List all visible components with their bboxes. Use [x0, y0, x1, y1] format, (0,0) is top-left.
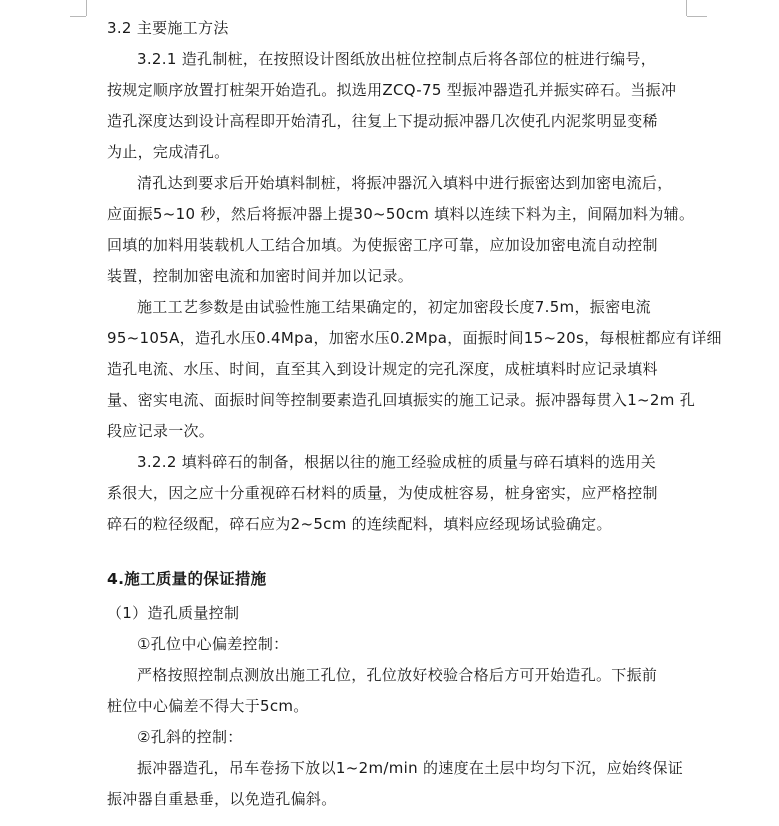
text-line: 造孔深度达到设计高程即开始清孔，往复上下提动振冲器几次使孔内泥浆明显变稀 — [107, 112, 658, 130]
text-line: 装置，控制加密电流和加密时间并加以记录。 — [107, 267, 414, 285]
text-line: （1）造孔质量控制 — [107, 604, 240, 622]
crop-mark-top-right-vertical — [686, 0, 687, 16]
text-line: 应面振5~10 秒，然后将振冲器上提30~50cm 填料以连续下料为主，间隔加料为辅。 — [107, 205, 695, 223]
text-line: 振冲器自重悬垂，以免造孔偏斜。 — [107, 790, 337, 808]
text-line: 段应记录一次。 — [107, 422, 215, 440]
text-line: 3.2.1 造孔制桩，在按照设计图纸放出桩位控制点后将各部位的桩进行编号， — [137, 50, 657, 68]
text-line: 量、密实电流、面振时间等控制要素造孔回填振实的施工记录。振冲器每贯入1~2m 孔 — [107, 391, 696, 409]
text-line: 3.2 主要施工方法 — [107, 19, 229, 37]
text-line: 为止，完成清孔。 — [107, 143, 230, 161]
text-line: 按规定顺序放置打桩架开始造孔。拟选用ZCQ-75 型振冲器造孔并振实碎石。当振冲 — [107, 81, 677, 99]
text-line: 桩位中心偏差不得大于5cm。 — [107, 697, 309, 715]
text-line: 碎石的粒径级配，碎石应为2~5cm 的连续配料，填料应经现场试验确定。 — [107, 515, 612, 533]
section-3-2-text — [107, 18, 722, 545]
text-line: 3.2.2 填料碎石的制备，根据以往的施工经验成桩的质量与碎石填料的选用关 — [137, 453, 657, 471]
crop-mark-top-left-vertical — [86, 0, 87, 16]
crop-mark-top-left-horizontal — [70, 16, 86, 17]
text-line: ①孔位中心偏差控制： — [137, 635, 289, 653]
document-body[interactable] — [107, 18, 722, 820]
paragraph-gap — [107, 545, 687, 569]
section-4-heading: 4.施工质量的保证措施 — [107, 570, 267, 588]
section-4-text — [107, 603, 687, 820]
text-line: 施工工艺参数是由试验性施工结果确定的，初定加密段长度7.5m，振密电流 — [137, 298, 651, 316]
text-line: 严格按照控制点测放出施工孔位，孔位放好校验合格后方可开始造孔。下振前 — [137, 666, 658, 684]
text-line: 回填的加料用装载机人工结合加填。为使振密工序可靠，应加设加密电流自动控制 — [107, 236, 658, 254]
text-line: 清孔达到要求后开始填料制桩，将振冲器沉入填料中进行振密达到加密电流后， — [137, 174, 673, 192]
text-line: 造孔电流、水压、时间，直至其入到设计规定的完孔深度，成桩填料时应记录填料 — [107, 360, 658, 378]
crop-mark-top-right-horizontal — [687, 16, 707, 17]
text-line: 系很大，因之应十分重视碎石材料的质量，为使成桩容易，桩身密实，应严格控制 — [107, 484, 658, 502]
text-line: 95~105A，造孔水压0.4Mpa，加密水压0.2Mpa，面振时间15~20s，每根桩都应有详细 — [107, 329, 722, 347]
text-line: ②孔斜的控制： — [137, 728, 243, 746]
text-line: 振冲器造孔，吊车卷扬下放以1~2m/min 的速度在土层中均匀下沉，应始终保证 — [137, 759, 684, 777]
